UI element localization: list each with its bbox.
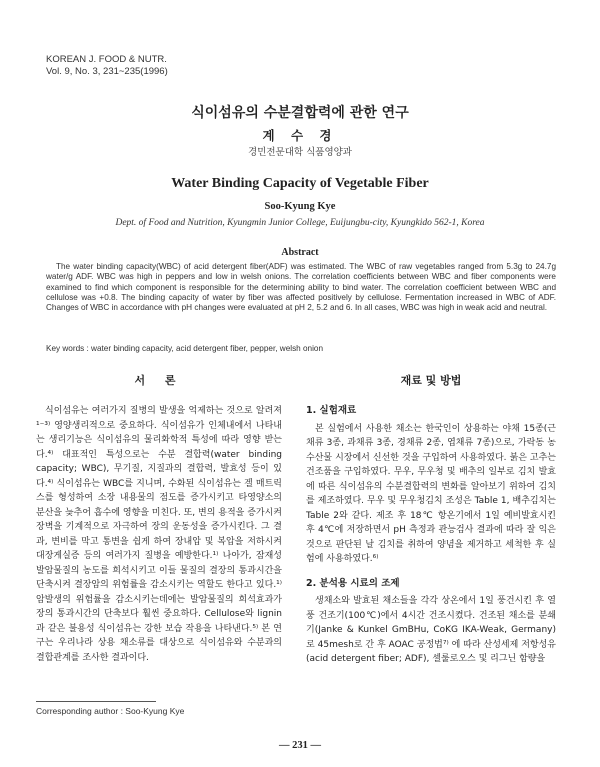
abstract-text: The water binding capacity(WBC) of acid detergent fiber(ADF) was estimated. The WBC of raw vegetables ranged from 5.3g to 24.7g water/g ADF. WBC was high in peppers and low in welsh onions. The correlation coefficients between WBC and fiber components were examined to find which component is responsible for the determining ability to bind water. The correlation coefficient between WBC and cellulose was +0.8. The binding capacity of water by fiber was affected positively by cellulose. Fermentation increased in WBC of ADF. Changes of WBC in accordance with pH changes were evaluated at pH 2, 5.2 and 6. In all cases, WBC was high in weak acid and neutral. — [46, 262, 556, 313]
corresponding-author-footnote: Corresponding author : Soo-Kyung Kye — [36, 706, 185, 716]
methods-column — [306, 404, 556, 667]
keywords: Key words : water binding capacity, acid detergent fiber, pepper, welsh onion — [46, 344, 324, 353]
author-english: Soo-Kyung Kye — [264, 201, 336, 212]
introduction-column — [36, 404, 282, 665]
journal-citation — [46, 54, 168, 78]
abstract-body — [46, 262, 556, 313]
journal-volume: Vol. 9, No. 3, 231~235(1996) — [46, 66, 168, 77]
section-heading-introduction: 서 론 — [134, 374, 184, 387]
footnote-divider — [36, 701, 156, 702]
page-number: — 231 — — [279, 740, 321, 751]
sample-prep-paragraph: 생채소와 발효된 채소들을 각각 상온에서 1일 풍건시킨 후 열풍 건조기(100℃)에서 4시간 건조시켰다. 건조된 채소를 분쇄기(Janke & Kunkel GmBHu, CoKG IKA-Weak, Germany)로 45mesh로 간 후 AOAC 공정법⁷⁾ 에 따라 산성세제 저항성유(acid detergent fiber; ADF), 셀룰로오스 및 리그닌 함량을 — [306, 596, 556, 664]
title-korean: 식이섬유의 수분결합력에 관한 연구 — [191, 105, 409, 121]
materials-paragraph: 본 실험에서 사용한 채소는 한국인이 상용하는 야채 15종(근채류 3종, 과채류 3종, 경채류 2종, 엽채류 7종)으로, 가락동 농수산물 시장에서 신선한 것을 구입하여 사용하였다. 붉은 고추는 건조품을 구입하였다. 무우, 무우청 및 배추의 일부로 김치 발효에 따른 식이섬유의 수분결합력의 변화를 알아보기 위하여 김치를 제조하였다. 무우 및 무우청김치 조성은 Table 1, 배추김치는 Table 2와 같다. 제조 후 18℃ 항온기에서 1일 예비발효시킨 후 4℃에 저장하면서 pH 측정과 관능검사 결과에 따라 잘 익은 것으로 판단된 날 김치를 취하여 양념을 제거하고 세척한 후 실험에 사용하였다.⁶⁾ — [306, 423, 556, 564]
subsection-heading-sample-prep: 2. 분석용 시료의 조제 — [306, 577, 400, 589]
subsection-heading-materials: 1. 실험재료 — [306, 405, 357, 416]
title-english: Water Binding Capacity of Vegetable Fiber — [171, 176, 429, 191]
abstract-heading: Abstract — [281, 247, 319, 258]
section-heading-methods: 재료 및 방법 — [400, 374, 462, 387]
author-korean: 계 수 경 — [262, 128, 338, 143]
affiliation-english: Dept. of Food and Nutrition, Kyungmin Junior College, Euijungbu-city, Kyungkido 562-1, Korea — [115, 218, 485, 228]
affiliation-korean: 경민전문대학 식품영양과 — [248, 147, 352, 158]
journal-name: KOREAN J. FOOD & NUTR. — [46, 54, 167, 65]
intro-paragraph: 식이섬유는 여러가지 질병의 발생을 억제하는 것으로 알려져¹⁻³⁾ 영양생리적으로 중요하다. 식이섬유가 인체내에서 나타내는 생리기능은 식이섬유의 물리화학적 특성에 따라 영향 받는다.⁴⁾ 대표적인 특성으로는 수분 결합력(water binding capacity; WBC), 무기질, 지질과의 결합력, 발효성 등이 있다.⁴⁾ 식이섬유는 WBC를 지니며, 수화된 식이섬유는 겔 매트릭스를 형성하여 소장 내용물의 점도를 증가시키고 타영양소의 분산을 늦추어 흡수에 영향을 미친다. 또, 변의 용적을 증가시켜 장벽을 기계적으로 자극하여 장의 운동성을 증가시킨다. 그 결과, 변비를 막고 통변을 쉽게 하여 장내압 및 복압을 저하시켜 대장게실증 등의 여러가지 질병을 예방한다.¹⁾ 나아가, 잠재성 발암물질의 농도를 희석시키고 이들 물질의 결장의 통과시간을 단축시켜 결장암의 위험률을 감소시키는 역할도 한다고 있다.¹⁾ 암발생의 위험률을 감소시키는데에는 발암물질의 희석효과가 장의 통과시간의 단축보다 훨씬 중요하다. Cellulose와 lignin과 같은 불용성 식이섬유는 강한 보습 작용을 나타낸다.⁵⁾ 본 연구는 우리나라 상용 채소류를 대상으로 식이섬유와 수분과의 결합관계를 조사한 결과이다. — [36, 406, 282, 663]
